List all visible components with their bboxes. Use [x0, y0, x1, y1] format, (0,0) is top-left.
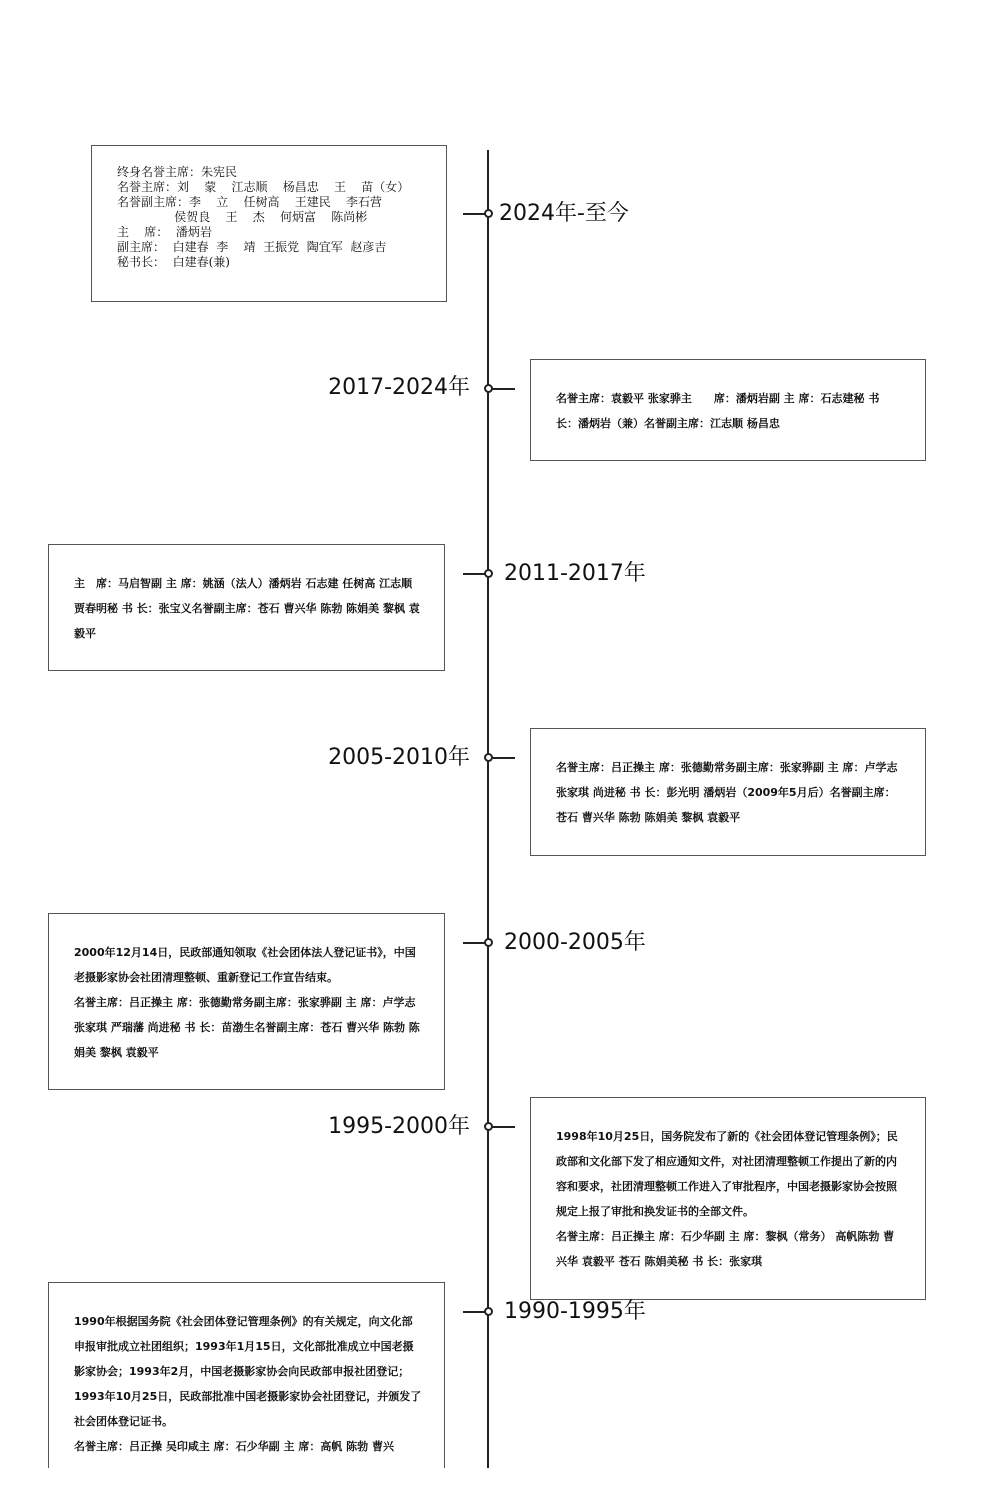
period-paragraph: 1998年10月25日，国务院发布了新的《社会团体登记管理条例》；民政部和文化部下发了相应通知文件，对社团清理整顿工作提出了新的内容和要求，社团清理整顿工作进入了审批程序，中国老摄影家协会按照规定上报了审批和换发证书的全部文件。	[556, 1130, 898, 1218]
period-label-2005: 2005-2010年	[328, 745, 470, 770]
period-label-2024: 2024年-至今	[499, 201, 629, 226]
period-box-2017	[530, 359, 926, 461]
period-line: 名誉副主席：李 立 任树高 王建民 李石营	[117, 195, 383, 209]
period-paragraph: 1990年根据国务院《社会团体登记管理条例》的有关规定，向文化部申报审批成立社团组织；1993年1月15日，文化部批准成立中国老摄影家协会；1993年2月，中国老摄影家协会向民政部申报社团登记；1993年10月25日，民政部批准中国老摄影家协会社团登记，并颁发了社会团体登记证书。	[74, 1315, 422, 1428]
period-label-1990: 1990-1995年	[504, 1299, 646, 1324]
timeline-axis	[487, 150, 489, 1468]
period-text: 名誉主席：袁毅平 张家骅主 席：潘炳岩副 主 席：石志建秘 书 长：潘炳岩（兼）名誉副主席：江志顺 杨昌忠	[556, 392, 880, 430]
period-line: 副主席： 白建春 李 靖 王振党 陶宜军 赵彦吉	[117, 240, 387, 254]
period-label-2017: 2017-2024年	[328, 375, 470, 400]
period-box-1990	[48, 1282, 445, 1468]
timeline-node	[484, 938, 493, 947]
period-line: 终身名誉主席：朱宪民	[117, 165, 238, 179]
period-paragraph: 名誉主席：吕正操 吴印咸主 席：石少华副 主 席：高帆 陈勃 曹兴	[74, 1440, 394, 1453]
period-box-2005	[530, 728, 926, 856]
period-box-2000	[48, 913, 445, 1090]
period-line: 侯贺良 王 杰 何炳富 陈尚彬	[117, 210, 368, 224]
period-line: 秘书长： 白建春(兼)	[117, 255, 230, 269]
period-label-1995: 1995-2000年	[328, 1114, 470, 1139]
period-line: 名誉主席：刘 蒙 江志顺 杨昌忠 王 苗（女）	[117, 180, 410, 194]
timeline-node	[484, 753, 493, 762]
period-paragraph: 名誉主席：吕正操主 席：张德勤常务副主席：张家骅副 主 席：卢学志 张家琪 严瑞藩 尚进秘 书 长：苗渤生名誉副主席：苍石 曹兴华 陈勃 陈娟美 黎枫 袁毅平	[74, 996, 420, 1059]
period-paragraph: 名誉主席：吕正操主 席：石少华副 主 席：黎枫（常务） 高帆陈勃 曹兴华 袁毅平 苍石 陈娟美秘 书 长：张家琪	[556, 1230, 895, 1268]
period-paragraph: 2000年12月14日，民政部通知领取《社会团体法人登记证书》，中国老摄影家协会社团清理整顿、重新登记工作宣告结束。	[74, 946, 416, 984]
period-line: 主 席： 潘炳岩	[117, 225, 212, 239]
period-box-1995	[530, 1097, 926, 1300]
timeline-node	[484, 569, 493, 578]
timeline-node	[484, 384, 493, 393]
period-label-2000: 2000-2005年	[504, 930, 646, 955]
timeline-node	[484, 209, 493, 218]
period-text: 名誉主席：吕正操主 席：张德勤常务副主席：张家骅副 主 席：卢学志 张家琪 尚进秘 书 长：彭光明 潘炳岩（2009年5月后）名誉副主席：苍石 曹兴华 陈勃 陈娟美 黎枫 袁毅平	[556, 761, 898, 824]
period-text: 主 席：马启智副 主 席：姚涵（法人）潘炳岩 石志建 任树高 江志顺 贾春明秘 书 长：张宝义名誉副主席：苍石 曹兴华 陈勃 陈娟美 黎枫 袁毅平	[74, 577, 420, 640]
period-box-2024	[91, 145, 447, 302]
period-box-2011	[48, 544, 445, 671]
timeline-node	[484, 1307, 493, 1316]
timeline-node	[484, 1122, 493, 1131]
period-label-2011: 2011-2017年	[504, 561, 646, 586]
